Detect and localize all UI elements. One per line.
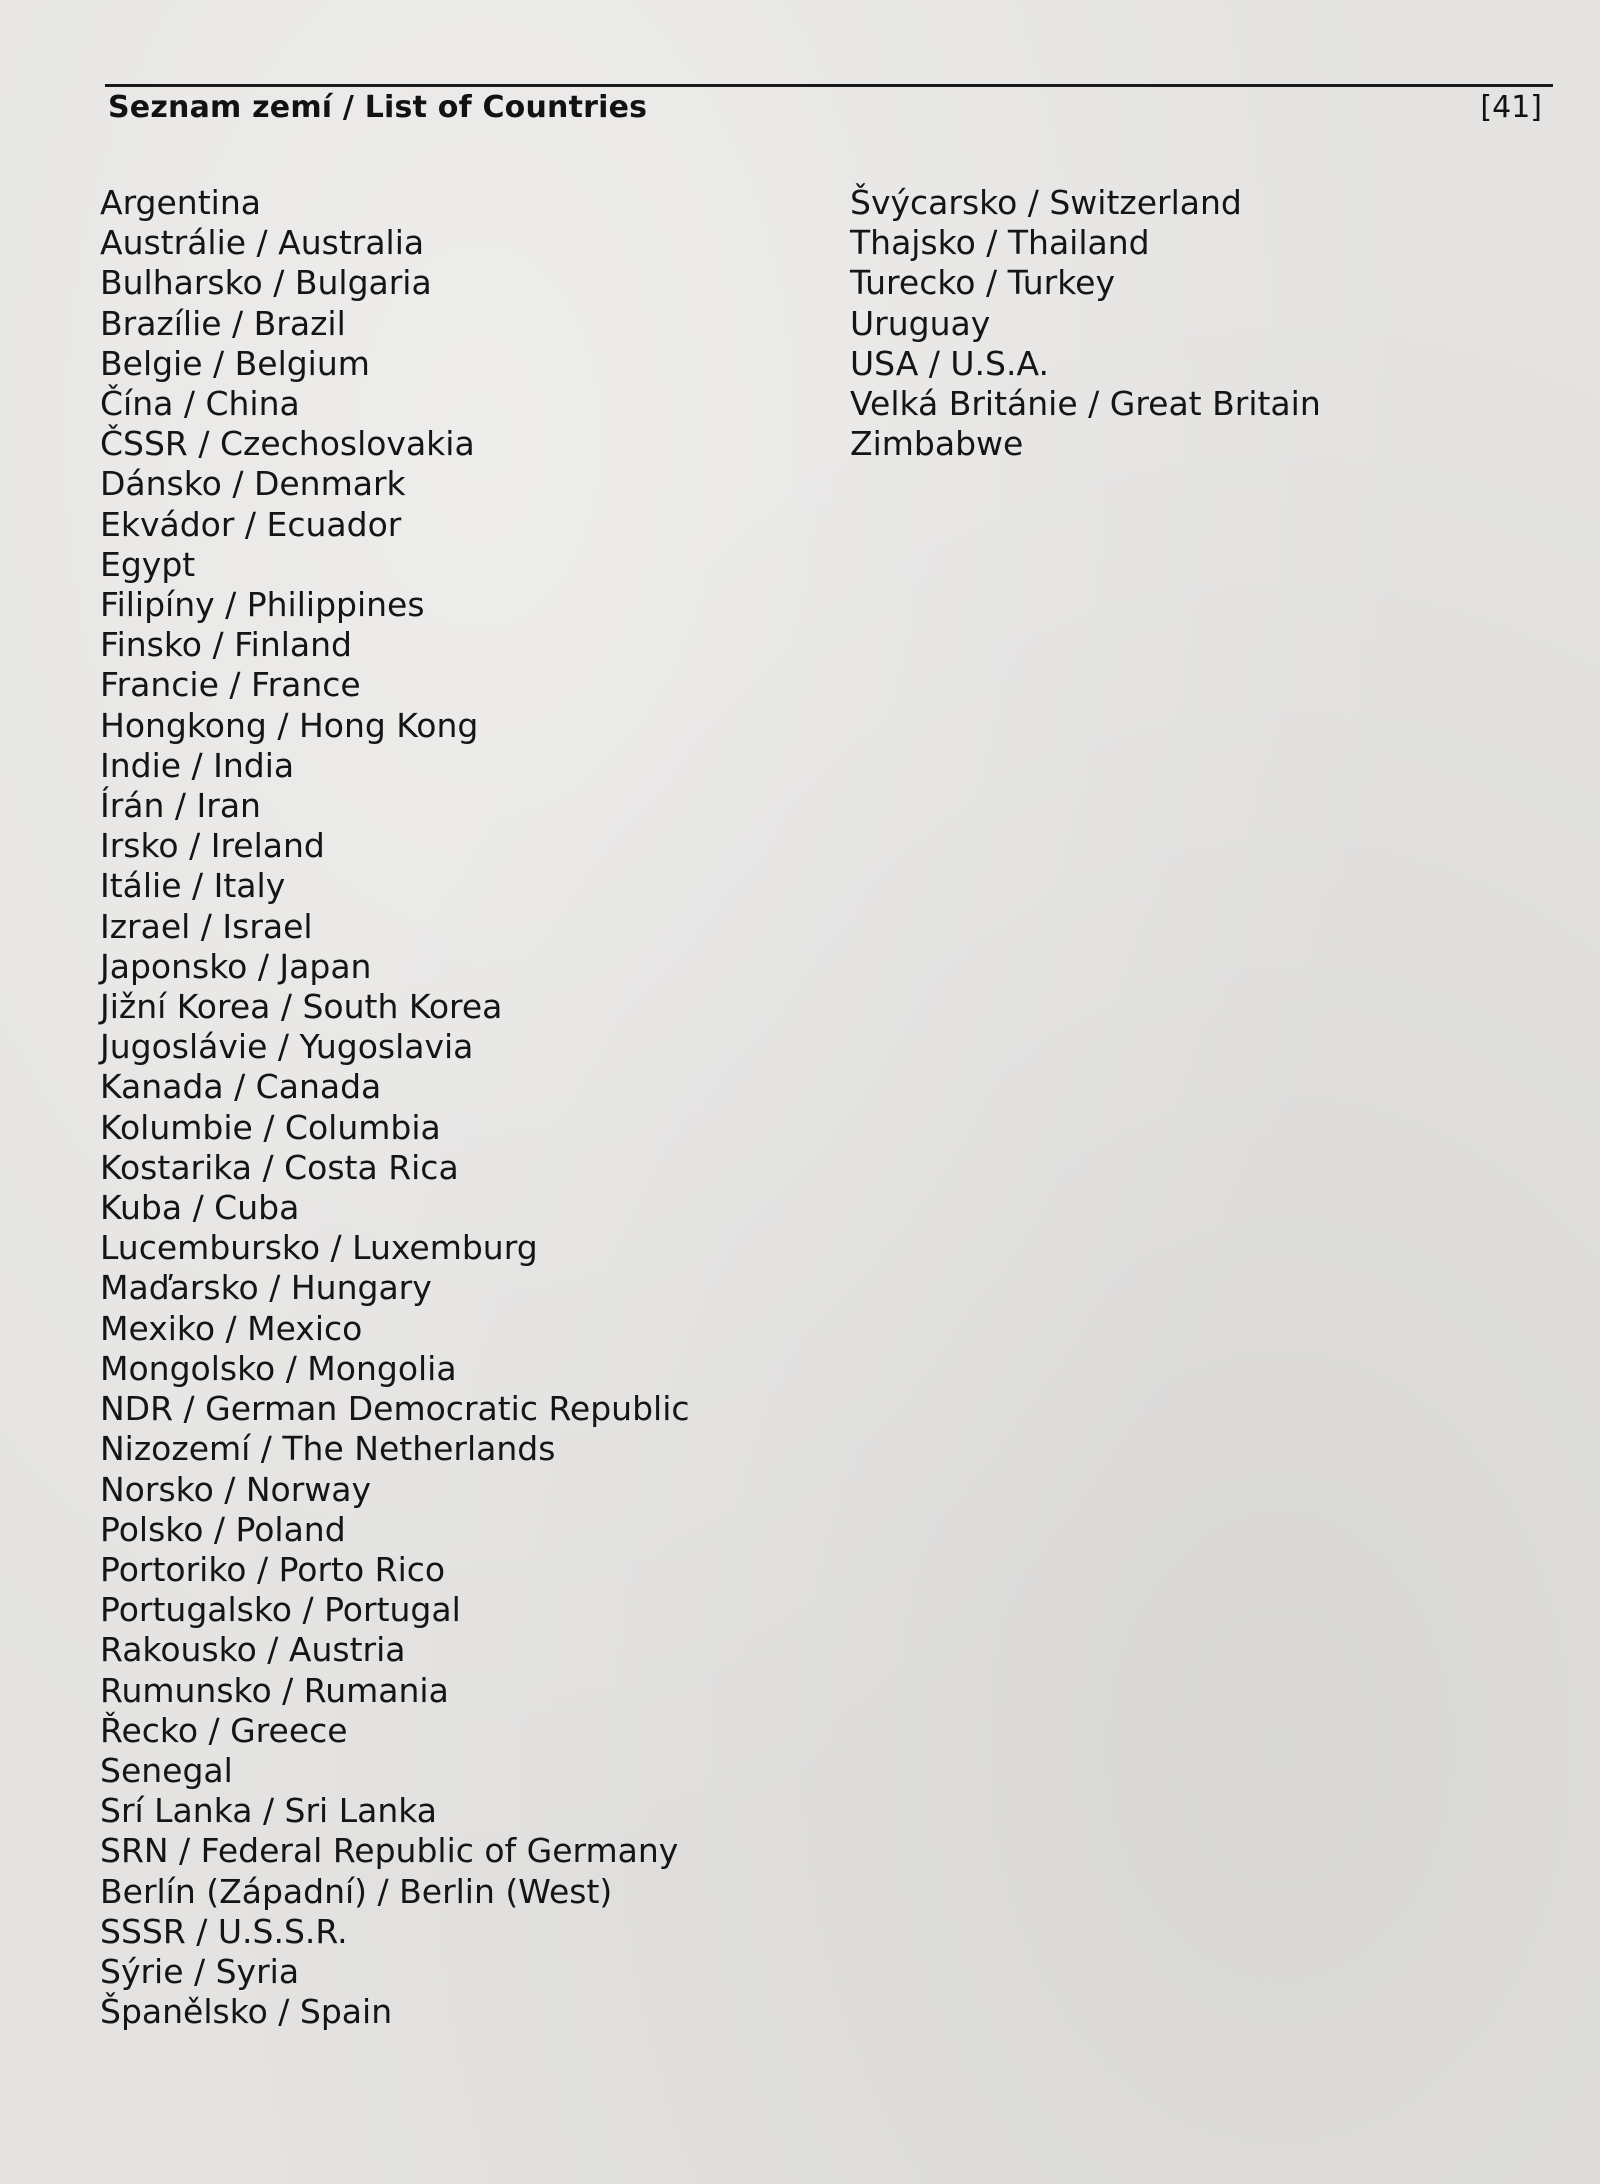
country-entry: Japonsko / Japan bbox=[100, 946, 372, 986]
country-entry: Jižní Korea / South Korea bbox=[100, 987, 503, 1027]
country-entry: Ekvádor / Ecuador bbox=[100, 504, 402, 544]
country-entry: Belgie / Belgium bbox=[100, 343, 370, 383]
country-entry: Norsko / Norway bbox=[100, 1469, 372, 1509]
country-entry: Irsko / Ireland bbox=[100, 826, 325, 866]
country-entry: Zimbabwe bbox=[850, 424, 1024, 464]
country-entry: USA / U.S.A. bbox=[850, 343, 1049, 383]
country-entry: Senegal bbox=[100, 1750, 233, 1790]
country-entry: Brazílie / Brazil bbox=[100, 303, 346, 343]
country-entry: Řecko / Greece bbox=[100, 1710, 348, 1750]
country-entry: Jugoslávie / Yugoslavia bbox=[100, 1027, 474, 1067]
country-entry: Lucembursko / Luxemburg bbox=[100, 1228, 538, 1268]
country-entry: Itálie / Italy bbox=[100, 866, 286, 906]
country-entry: Bulharsko / Bulgaria bbox=[100, 263, 432, 303]
country-entry: Srí Lanka / Sri Lanka bbox=[100, 1791, 437, 1831]
country-entry: Turecko / Turkey bbox=[850, 263, 1115, 303]
country-entry: Mongolsko / Mongolia bbox=[100, 1348, 457, 1388]
country-entry: Egypt bbox=[100, 544, 196, 584]
country-entry: Kuba / Cuba bbox=[100, 1188, 300, 1228]
country-entry: Filipíny / Philippines bbox=[100, 585, 425, 625]
country-entry: Írán / Iran bbox=[100, 786, 261, 826]
country-entry: Čína / China bbox=[100, 384, 300, 424]
country-entry: Maďarsko / Hungary bbox=[100, 1268, 432, 1308]
country-entry: Indie / India bbox=[100, 745, 295, 785]
country-entry: Velká Británie / Great Britain bbox=[850, 384, 1321, 424]
country-entry: Argentina bbox=[100, 183, 261, 222]
country-entry: SRN / Federal Republic of Germany bbox=[100, 1831, 679, 1871]
country-entry: Francie / France bbox=[100, 665, 361, 705]
country-entry: Rumunsko / Rumania bbox=[100, 1670, 449, 1710]
country-entry: Rakousko / Austria bbox=[100, 1630, 406, 1670]
country-entry: SSSR / U.S.S.R. bbox=[100, 1911, 348, 1951]
country-entry: Portoriko / Porto Rico bbox=[100, 1549, 446, 1589]
country-entry: Kolumbie / Columbia bbox=[100, 1107, 441, 1147]
country-list-right bbox=[850, 183, 1540, 464]
country-entry: Kostarika / Costa Rica bbox=[100, 1147, 459, 1187]
country-entry: Hongkong / Hong Kong bbox=[100, 705, 479, 745]
country-entry: Austrálie / Australia bbox=[100, 223, 425, 263]
country-entry: NDR / German Democratic Republic bbox=[100, 1389, 690, 1429]
country-entry: Dánsko / Denmark bbox=[100, 464, 406, 504]
country-entry: Nizozemí / The Netherlands bbox=[100, 1429, 556, 1469]
country-entry: Švýcarsko / Switzerland bbox=[850, 183, 1242, 222]
country-entry: Polsko / Poland bbox=[100, 1509, 346, 1549]
country-entry: Berlín (Západní) / Berlin (West) bbox=[100, 1871, 613, 1911]
country-entry: Thajsko / Thailand bbox=[850, 223, 1150, 263]
header-rule bbox=[105, 84, 1553, 87]
country-entry: Portugalsko / Portugal bbox=[100, 1590, 461, 1630]
page-number: [41] bbox=[1480, 90, 1542, 125]
country-entry: Finsko / Finland bbox=[100, 625, 352, 665]
country-entry: Sýrie / Syria bbox=[100, 1951, 300, 1991]
country-entry: Mexiko / Mexico bbox=[100, 1308, 363, 1348]
country-entry: Kanada / Canada bbox=[100, 1067, 382, 1107]
country-entry: ČSSR / Czechoslovakia bbox=[100, 424, 475, 464]
country-list-left bbox=[100, 183, 820, 2032]
country-entry: Uruguay bbox=[850, 303, 991, 343]
country-entry: Izrael / Israel bbox=[100, 906, 313, 946]
page-title: Seznam zemí / List of Countries bbox=[108, 90, 648, 125]
country-entry: Španělsko / Spain bbox=[100, 1992, 393, 2032]
